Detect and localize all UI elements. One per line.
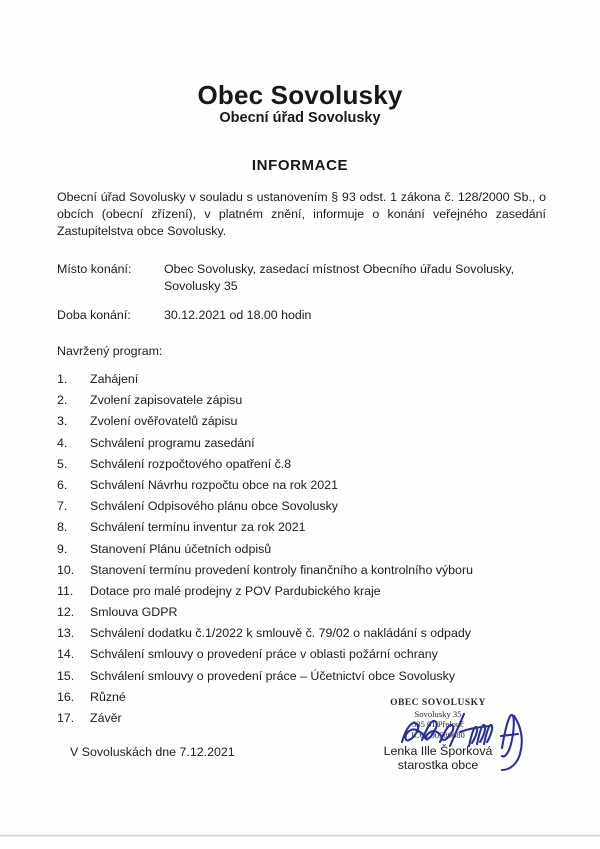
page-bottom-margin xyxy=(0,837,600,849)
list-item xyxy=(57,563,546,584)
signer-name: Lenka Ille Šporková xyxy=(383,744,493,758)
list-item-number: 10. xyxy=(57,562,75,577)
list-item xyxy=(57,584,546,605)
list-item-label: Zvolení zapisovatele zápisu xyxy=(90,393,243,408)
intro-paragraph: Obecní úřad Sovolusky v souladu s ustanovením § 93 odst. 1 zákona č. 128/2000 Sb., o obcích (obecní zřízení), v platném znění, informuje o konání veřejného zasedání Zastupitelstva obce Sovolusky. xyxy=(57,190,546,238)
list-item-number: 8. xyxy=(57,520,68,535)
list-item-label: Schválení Odpisového plánu obce Sovolusky xyxy=(90,499,338,514)
detail-label-time: Doba konání: xyxy=(57,308,131,322)
page-subtitle: Obecní úřad Sovolusky xyxy=(219,110,381,126)
list-item xyxy=(57,499,546,520)
official-stamp xyxy=(352,698,524,740)
signer-role: starostka obce xyxy=(397,758,479,772)
list-item xyxy=(57,457,546,478)
detail-value-place: Obec Sovolusky, zasedací místnost Obecního úřadu Sovolusky, Sovolusky 35 xyxy=(164,262,515,293)
detail-value-time: 30.12.2021 od 18.00 hodin xyxy=(164,308,312,322)
stamp-line-ico: IČO: 00580680 xyxy=(411,729,465,740)
section-heading-informace: INFORMACE xyxy=(251,157,349,174)
list-item xyxy=(57,393,546,414)
list-item-label: Schválení termínu inventur za rok 2021 xyxy=(90,520,306,535)
list-item-label: Schválení programu zasedání xyxy=(90,435,255,450)
page-title: Obec Sovolusky xyxy=(197,80,403,110)
list-item-number: 7. xyxy=(57,499,68,514)
list-item xyxy=(57,647,546,668)
list-item-number: 14. xyxy=(57,647,75,662)
list-item-label: Schválení smlouvy o provedení práce v oblasti požární ochrany xyxy=(90,647,438,662)
list-item-label: Závěr xyxy=(90,711,122,725)
list-item-number: 1. xyxy=(57,372,68,386)
list-item-label: Schválení dodatku č.1/2022 k smlouvě č. 79/02 o nakládání s odpady xyxy=(90,626,471,641)
detail-row-place xyxy=(57,261,546,294)
list-item xyxy=(57,542,546,563)
list-item-number: 2. xyxy=(57,393,68,408)
list-item-label: Schválení rozpočtového opatření č.8 xyxy=(90,456,292,471)
list-item-label: Stanovení Plánu účetních odpisů xyxy=(90,541,272,556)
signature-block xyxy=(352,698,524,772)
list-item-label: Smlouva GDPR xyxy=(90,605,178,620)
list-item-label: Stanovení termínu provedení kontroly finančního a kontrolního výboru xyxy=(90,562,473,577)
list-item-number: 15. xyxy=(57,668,75,683)
program-list xyxy=(57,372,546,732)
list-item xyxy=(57,669,546,690)
list-item xyxy=(57,478,546,499)
detail-row-time xyxy=(57,307,546,324)
list-item-number: 17. xyxy=(57,711,75,725)
meeting-details xyxy=(57,261,546,337)
program-label: Navržený program: xyxy=(57,344,163,358)
list-item-number: 12. xyxy=(57,605,75,620)
list-item-label: Schválení smlouvy o provedení práce – Účetnictví obce Sovolusky xyxy=(90,668,456,683)
list-item xyxy=(57,605,546,626)
list-item xyxy=(57,520,546,541)
list-item xyxy=(57,436,546,457)
stamp-line-address: Sovolusky 35 xyxy=(414,708,462,719)
list-item xyxy=(57,372,546,393)
stamp-line-municipality: OBEC SOVOLUSKY xyxy=(390,698,486,708)
list-item-number: 13. xyxy=(57,626,75,641)
list-item-label: Různé xyxy=(90,689,126,704)
list-item-number: 6. xyxy=(57,477,68,492)
list-item-number: 16. xyxy=(57,689,75,704)
list-item-label: Zahájení xyxy=(90,372,139,386)
stamp-line-city: 535 01 Přelouč xyxy=(411,719,465,729)
list-item xyxy=(57,414,546,435)
list-item-number: 5. xyxy=(57,456,68,471)
list-item-number: 11. xyxy=(57,583,74,598)
list-item-number: 9. xyxy=(57,541,68,556)
detail-label-place: Místo konání: xyxy=(57,262,132,276)
list-item-label: Schválení Návrhu rozpočtu obce na rok 2021 xyxy=(90,477,338,492)
list-item-number: 4. xyxy=(57,435,68,450)
place-and-date: V Sovoluskách dne 7.12.2021 xyxy=(70,745,235,759)
list-item-number: 3. xyxy=(57,414,68,429)
list-item-label: Dotace pro malé prodejny z POV Pardubického kraje xyxy=(90,583,381,598)
list-item xyxy=(57,626,546,647)
list-item-label: Zvolení ověřovatelů zápisu xyxy=(90,414,238,429)
